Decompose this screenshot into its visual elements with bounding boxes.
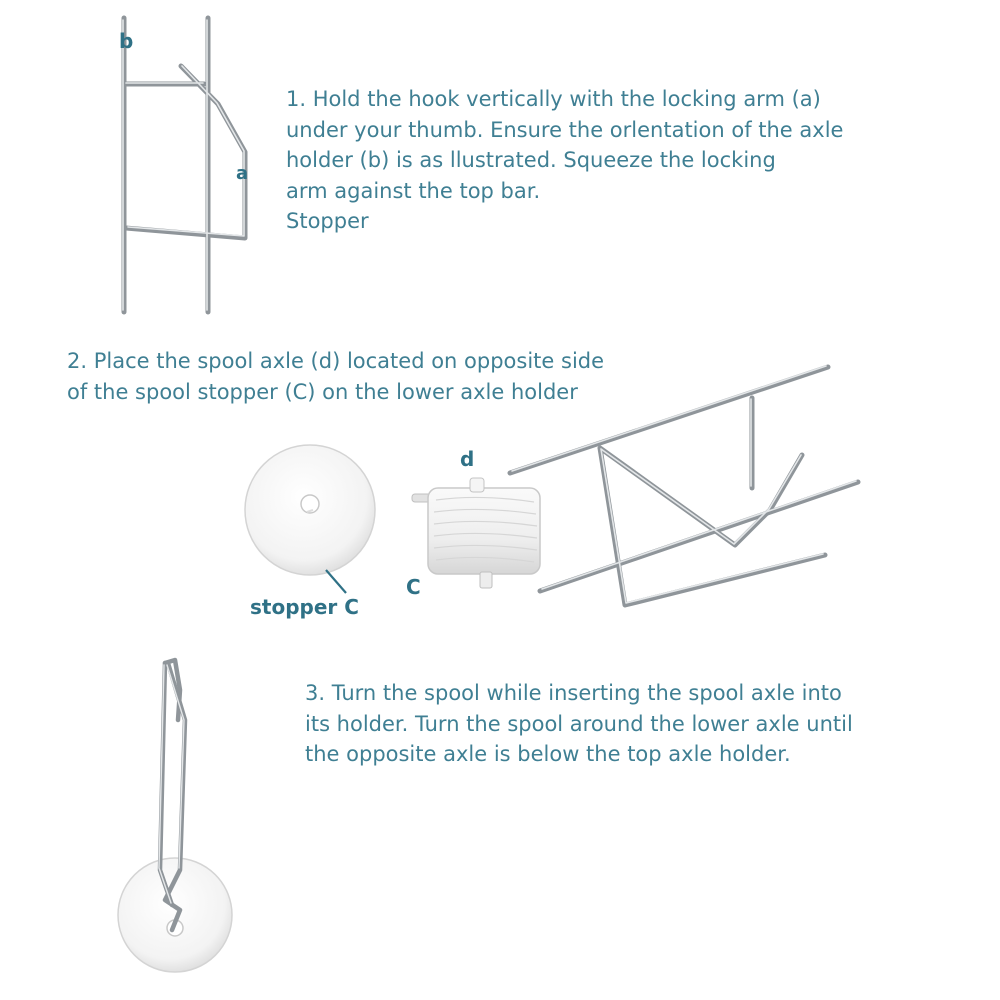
label-spool-axle-d: d — [460, 447, 475, 471]
step-1-line: Stopper — [286, 209, 369, 233]
step-1-instructions — [286, 84, 843, 237]
step-1-line: 1. Hold the hook vertically with the locking arm (a) — [286, 87, 821, 111]
label-locking-arm-a: a — [236, 163, 249, 184]
step-3-line: its holder. Turn the spool around the lower axle until — [305, 711, 853, 736]
step-3-line: 3. Turn the spool while inserting the spool axle into — [305, 681, 842, 705]
stopper-disc — [245, 445, 375, 593]
step-3-instructions — [305, 678, 853, 770]
label-stopper-c: stopper C — [250, 595, 359, 619]
step-1-line: under your thumb. Ensure the orlentation of the axle — [286, 117, 844, 142]
step-2-line: 2. Place the spool axle (d) located on opposite side — [67, 349, 605, 373]
label-spool-stopper-c: C — [406, 575, 421, 599]
step-2-line: of the spool stopper (C) on the lower axle holder — [67, 379, 578, 404]
hook-figure-3 — [118, 660, 232, 972]
step-1-line: arm against the top bar. — [286, 178, 541, 203]
label-axle-holder-b: b — [119, 29, 134, 53]
step-2-instructions — [67, 346, 604, 407]
step-1-line: holder (b) is as llustrated. Squeeze the locking — [286, 148, 776, 172]
hook-figure-1 — [123, 18, 245, 312]
spool — [412, 478, 540, 588]
step-3-line: the opposite axle is below the top axle holder. — [305, 742, 791, 766]
